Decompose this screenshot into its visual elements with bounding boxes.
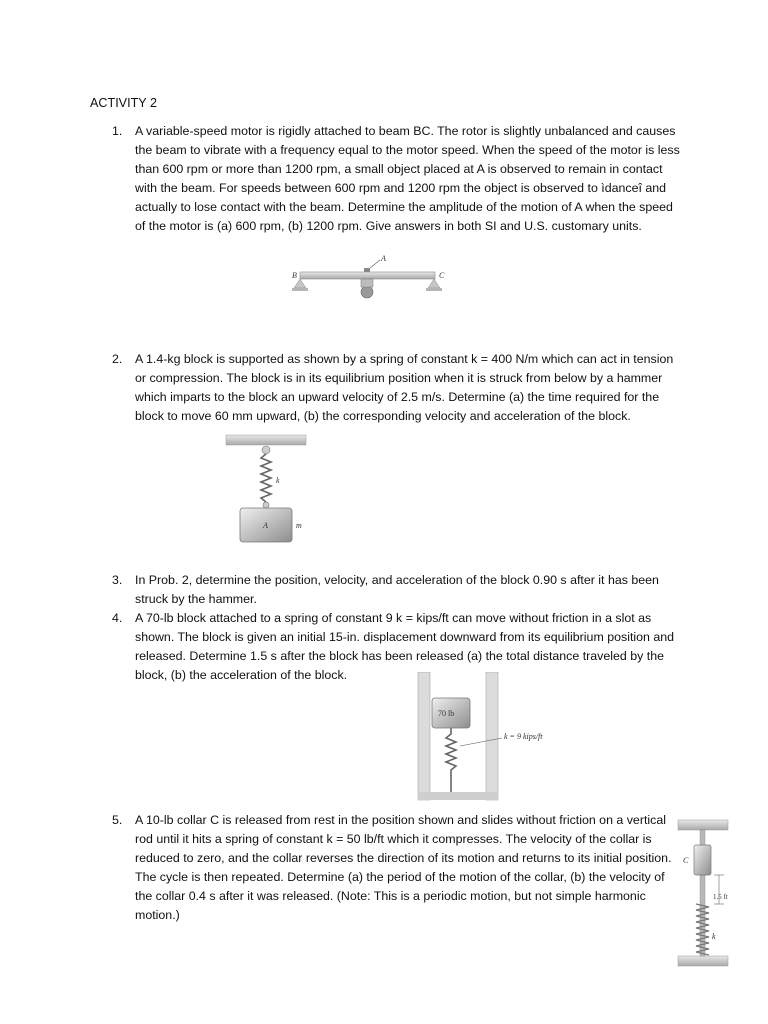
activity-title: ACTIVITY 2: [90, 96, 157, 110]
label-1-5ft: 1.5 ft: [713, 893, 728, 901]
problem-4-number: 4.: [112, 611, 123, 625]
problem-5-number: 5.: [112, 813, 123, 827]
label-collar-c: C: [683, 856, 689, 865]
label-70lb: 70 lb: [438, 709, 455, 718]
figure-spring-block: [224, 431, 314, 546]
label-spring-k: k: [712, 932, 716, 941]
problem-4-text: A 70-lb block attached to a spring of constant 9 k = kips/ft can move without friction in a slot as shown. The block is given an initial 15-in. displacement downward from its equilibrium position and released. Determine 1.5 s after the block has been released (a) the total distance traveled by the block, (b) the acceleration of the block.: [135, 611, 675, 682]
problem-1-text: A variable-speed motor is rigidly attached to beam BC. The rotor is slightly unbalanced and causes the beam to vibrate with a frequency equal to the motor speed. When the speed of the motor is less than 600 rpm or more than 1200 rpm, a small object placed at A is observed to remain in contact with the beam. For speeds between 600 rpm and 1200 rpm the object is observed to ìdanceî and actually to lose contact with the beam. Determine the amplitude of the motion of A when the speed of the motor is (a) 600 rpm, (b) 1200 rpm. Give answers in both SI and U.S. customary units.: [135, 124, 680, 233]
label-b: B: [292, 271, 297, 280]
label-m: m: [296, 521, 302, 530]
label-c: C: [439, 271, 445, 280]
problem-2-text: A 1.4-kg block is supported as shown by a spring of constant k = 400 N/m which can act in tension or compression. The block is in its equilibrium position when it is struck from below by a hammer which imparts to the block an upward velocity of 2.5 m/s. Determine (a) the time required for the block to move 60 mm upward, (b) the corresponding velocity and acceleration of the block.: [135, 352, 674, 423]
label-a: A: [381, 254, 386, 263]
label-k: k: [276, 476, 280, 485]
figure-collar-rod: [676, 818, 732, 968]
label-k-9kips: k = 9 kips/ft: [504, 732, 543, 741]
problem-1-number: 1.: [112, 124, 123, 138]
figure-slot-block: [416, 672, 556, 802]
label-block-a: A: [263, 521, 268, 530]
problem-2-number: 2.: [112, 352, 123, 366]
figure-beam-motor: [288, 253, 448, 303]
problem-3-text: In Prob. 2, determine the position, velocity, and acceleration of the block 0.90 s after it has been struck by the hammer.: [135, 573, 659, 606]
problem-3-number: 3.: [112, 573, 123, 587]
problem-5-text: A 10-lb collar C is released from rest in the position shown and slides without friction on a vertical rod until it hits a spring of constant k = 50 lb/ft which it compresses. The velocity of the collar is reduced to zero, and the collar reverses the direction of its motion and returns to its initial position. The cycle is then repeated. Determine (a) the period of the motion of the collar, (b) the velocity of the collar 0.4 s after it was released. (Note: This is a periodic motion, but not simple harmonic motion.): [135, 813, 672, 922]
